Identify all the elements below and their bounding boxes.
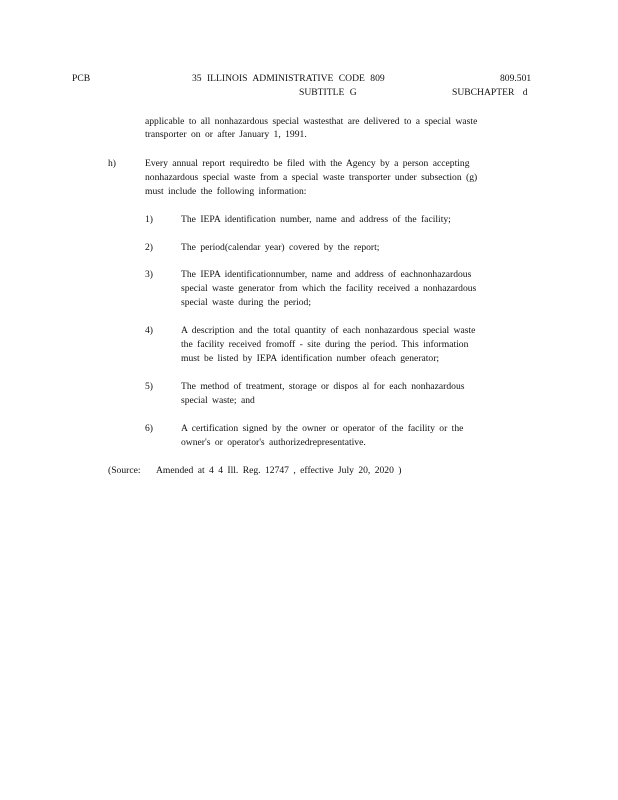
subsection-h-line-2: nonhazardous special waste from a special waste transporter under subsection (g) [145,172,478,183]
item-5-line-2: special waste; and [181,395,255,406]
item-3-number: 3) [145,269,153,280]
header-left: PCB [72,73,91,84]
item-4-line-1: A description and the total quantity of each nonhazardous special waste [181,325,476,336]
item-4-number: 4) [145,325,153,336]
item-6-line-2: owner's or operator's authorizedrepresentative. [181,437,366,448]
item-1-line-1: The IEPA identification number, name and address of the facility; [181,214,451,225]
subsection-h-line-1: Every annual report requiredto be filed with the Agency by a person accepting [145,158,470,169]
header-center-line2: SUBTITLE G [299,87,357,98]
subsection-h-line-3: must include the following information: [145,186,307,197]
item-3-line-1: The IEPA identificationnumber, name and address of eachnonhazardous [181,269,472,280]
item-2-line-1: The period(calendar year) covered by the report; [181,242,380,253]
source-label: (Source: [108,465,141,476]
item-2-number: 2) [145,242,153,253]
item-1-number: 1) [145,214,153,225]
header-right-line1: 809.501 [500,73,532,84]
item-3-line-2: special waste generator from which the facility received a nonhazardous [181,283,477,294]
item-5-number: 5) [145,381,153,392]
item-3-line-3: special waste during the period; [181,297,312,308]
header-right-line2: SUBCHAPTER d [452,87,528,98]
subsection-h-label: h) [108,158,116,169]
header-center-line1: 35 ILLINOIS ADMINISTRATIVE CODE 809 [192,73,385,84]
intro-line-1: applicable to all nonhazardous special wastesthat are delivered to a special waste [145,116,478,127]
item-5-line-1: The method of treatment, storage or dispos al for each nonhazardous [181,381,465,392]
item-6-line-1: A certification signed by the owner or operator of the facility or the [181,423,464,434]
intro-line-2: transporter on or after January 1, 1991. [145,129,307,140]
source-text: Amended at 4 4 Ill. Reg. 12747 , effective July 20, 2020 ) [156,465,402,476]
item-4-line-2: the facility received fromoff - site during the period. This information [181,339,469,350]
item-4-line-3: must be listed by IEPA identification number ofeach generator; [181,353,440,364]
item-6-number: 6) [145,423,153,434]
